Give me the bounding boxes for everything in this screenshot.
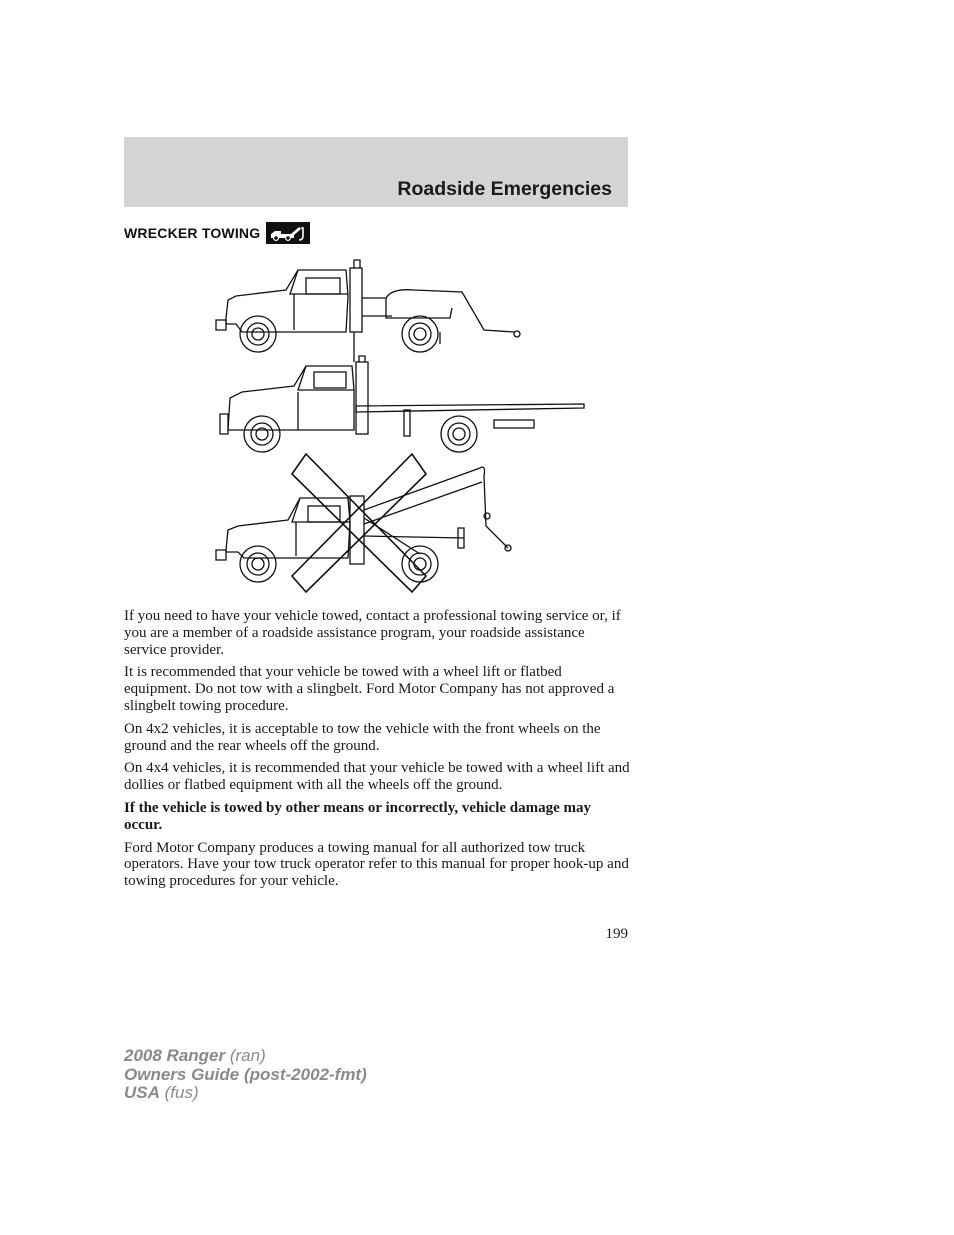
footer-model: 2008 Ranger [124, 1046, 226, 1065]
section-header-band [124, 137, 628, 207]
page-number: 199 [605, 926, 628, 942]
footer-guide: Owners Guide (post-2002-fmt) [124, 1064, 367, 1084]
paragraph: On 4x2 vehicles, it is acceptable to tow the vehicle with the front wheels on the ground and the rear wheels off the ground. [124, 720, 601, 754]
flatbed-tow-truck [220, 356, 584, 452]
footer-line-3 [124, 1084, 367, 1103]
document-footer [124, 1047, 367, 1103]
footer-line-2 [124, 1066, 367, 1085]
wheel-lift-tow-truck [216, 260, 520, 362]
warning-paragraph: If the vehicle is towed by other means or incorrectly, vehicle damage may occur. [124, 799, 592, 833]
towing-methods-illustration [214, 258, 586, 593]
paragraph: If you need to have your vehicle towed, contact a professional towing service or, if you are a member of a roadside assistance program, your roadside assistance service provider. [124, 608, 621, 658]
body-text [124, 608, 630, 896]
paragraph: Ford Motor Company produces a towing manual for all authorized tow truck operators. Have your tow truck operator refer to this manual for proper hook-up and towing procedures for your vehicle. [124, 839, 629, 890]
section-title: Roadside Emergencies [397, 178, 612, 200]
footer-market-code: (fus) [159, 1083, 199, 1102]
paragraph: It is recommended that your vehicle be towed with a wheel lift or flatbed equipment. Do not tow with a slingbelt. Ford Motor Company has not approved a slingbelt towing procedure. [124, 664, 615, 714]
footer-market: USA [124, 1083, 160, 1102]
footer-line-1 [124, 1047, 367, 1066]
footer-model-code: (ran) [225, 1046, 266, 1065]
sling-tow-truck-crossed-out [216, 467, 511, 582]
section-heading-row [124, 222, 310, 244]
paragraph: On 4x4 vehicles, it is recommended that your vehicle be towed with a wheel lift and dollies or flatbed equipment with all the wheels off the ground. [124, 760, 630, 794]
tow-truck-icon [266, 222, 310, 244]
section-heading: WRECKER TOWING [124, 225, 261, 241]
prohibition-x-mark [292, 454, 426, 592]
